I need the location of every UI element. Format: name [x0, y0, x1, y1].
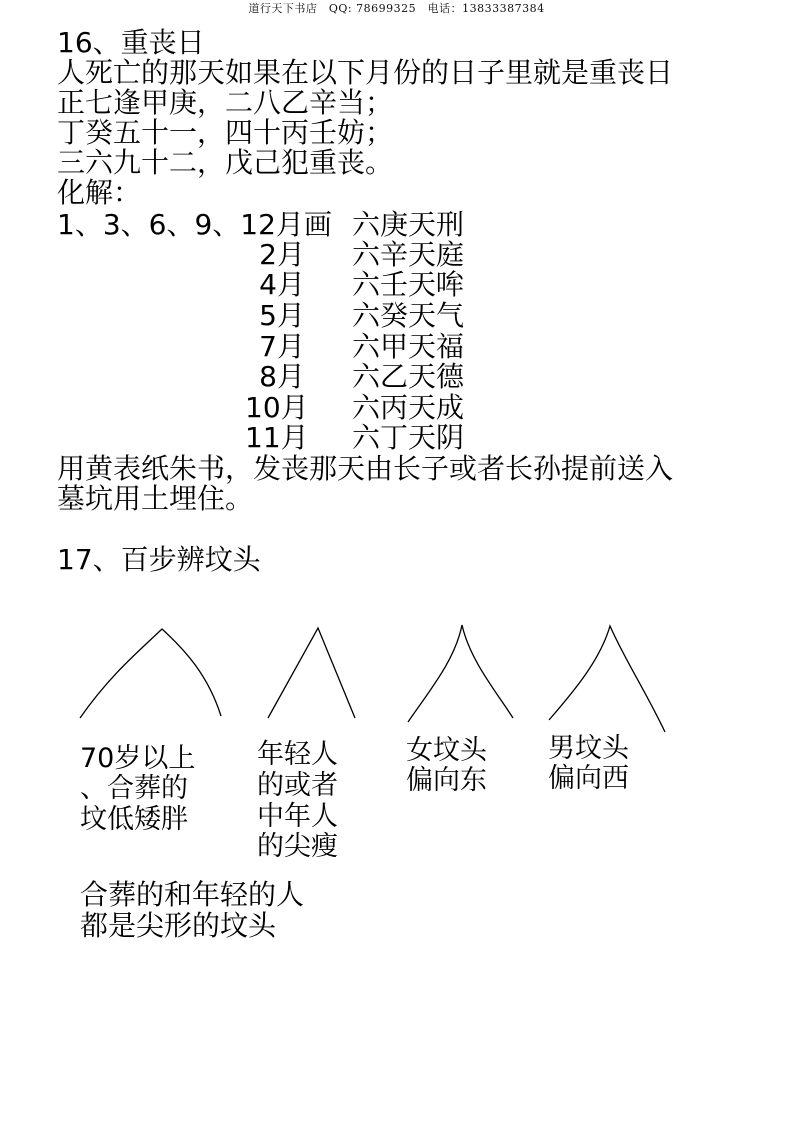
remedy-deity: 六辛天庭 — [352, 238, 465, 271]
remedy-deity: 六丁天阴 — [352, 421, 465, 454]
caption-young: 的或者 — [257, 770, 338, 801]
caption-female: 女坟头 — [406, 735, 487, 766]
remedy-first-months: 1、3、6、9、12月画 — [57, 208, 332, 241]
section-16-title: 16、重丧日 — [57, 26, 205, 59]
remedy-month: 2月 — [259, 238, 305, 271]
section-17-note: 合葬的和年轻的人 — [80, 878, 305, 911]
section-16-line: 正七逢甲庚，二八乙辛当； — [57, 86, 394, 119]
remedy-label: 化解： — [57, 176, 142, 209]
remedy-month: 11月 — [245, 421, 309, 454]
section-16-line: 人死亡的那天如果在以下月份的日子里就是重丧日 — [57, 56, 674, 89]
remedy-deity: 六甲天福 — [352, 330, 465, 363]
closing-line: 用黄表纸朱书，发丧那天由长子或者长孙提前送入 — [57, 452, 674, 485]
caption-old: 70岁以上 — [80, 743, 196, 774]
caption-young: 的尖瘦 — [257, 831, 338, 862]
caption-young: 中年人 — [257, 801, 338, 832]
page-header: 道行天下书店 QQ: 78699325 电话：13833387384 — [248, 2, 545, 15]
section-17-title: 17、百步辨坟头 — [57, 543, 261, 576]
remedy-deity: 六丙天成 — [352, 391, 465, 424]
grave-mound-pointed — [268, 628, 355, 718]
caption-male: 男坟头 — [548, 733, 629, 764]
remedy-month: 5月 — [259, 299, 305, 332]
remedy-deity: 六壬天哞 — [352, 268, 465, 301]
caption-female: 偏向东 — [406, 765, 487, 796]
section-16-line: 三六九十二，戊己犯重丧。 — [57, 146, 394, 179]
closing-line: 墓坑用土埋住。 — [57, 482, 254, 515]
remedy-month: 7月 — [259, 330, 305, 363]
remedy-first-deity: 六庚天刑 — [352, 208, 465, 241]
caption-male: 偏向西 — [548, 763, 629, 794]
grave-mound-low-wide — [80, 629, 221, 718]
grave-mound-west — [549, 626, 665, 732]
remedy-month: 10月 — [245, 391, 309, 424]
caption-old: 、合葬的 — [80, 773, 188, 804]
section-17-note: 都是尖形的坟头 — [80, 909, 277, 942]
remedy-deity: 六癸天气 — [352, 299, 465, 332]
remedy-deity: 六乙天德 — [352, 360, 465, 393]
section-16-line: 丁癸五十一，四十丙壬妨； — [57, 116, 394, 149]
remedy-month: 4月 — [259, 268, 305, 301]
caption-old: 坟低矮胖 — [80, 804, 188, 835]
grave-mound-east — [408, 625, 513, 722]
caption-young: 年轻人 — [257, 739, 338, 770]
remedy-month: 8月 — [259, 360, 305, 393]
